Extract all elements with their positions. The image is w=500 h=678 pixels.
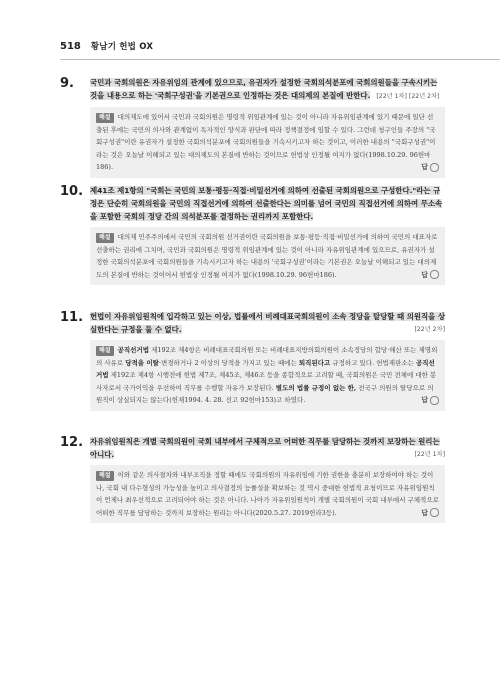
question-number: 9.: [60, 76, 74, 91]
explanation-label: 해설: [96, 113, 114, 123]
question-10: [60, 184, 445, 285]
question-text: 자유위임원칙은 개별 국회의원이 국회 내부에서 구체적으로 어떠한 직무를 담당하는 것까지 보장하는 원리는 아니다. [22년 1차]: [90, 437, 445, 459]
explanation-label: 해설: [96, 233, 114, 243]
citation: (1998.10.29. 96헌마186).: [96, 150, 431, 172]
explanation-text: 대의제 민주주의에서 국민의 국회의원 선거권이란 국회의원을 보통·평등·직접·비밀선거에 의하여 국민의 대표자로 선출하는 권리에 그치며, 국민과 국회의원은 명령적 위임관계에 있는 것이 아니라 자유위임관계에 있으므로, 유권자가 설정한 국회의석분포에 국회의원들을 기속시키고자 하는 내용의 '국회구성권'이라는 기본권은 오늘날 이해되고 있는 대의제도의 본질에 반하는 것이어서 헌법상 인정될 여지가 없다: [96, 233, 438, 279]
question-number: 10.: [60, 184, 84, 199]
answer-mark: 답: [421, 394, 439, 407]
explanation-box: [90, 227, 445, 285]
answer-mark: 답: [421, 161, 439, 174]
citation: (1998.10.29. 96헌마186).: [254, 270, 337, 279]
question-number: 11.: [60, 310, 84, 325]
page-number: 518: [60, 41, 81, 52]
o-circle-icon: [430, 163, 439, 172]
question-text: 국민과 국회의원은 자유위임의 관계에 있으므로, 유권자가 설정한 국회의석분포에 국회의원들을 구속시키는 것을 내용으로 하는 '국회구성권'을 기본권으로 인정하는 것은 대의제의 본질에 반한다. [22년 1차] [22년 2차]: [90, 78, 440, 100]
explanation-label: 해설: [96, 346, 114, 356]
header-divider: [60, 59, 500, 60]
explanation-text: 대의제도에 있어서 국민과 국회의원은 명령적 위임관계에 있는 것이 아니라 자유위임관계에 있기 때문에 일단 선출된 후에는 국민의 의사와 관계없이 독자적인 양식과 판단에 따라 정책결정에 임할 수 있다. 그런데 청구인들 주장의 "국회구성권"이란 유권자가 설정한 국회의석분포에 국회의원들을 기속시키고자 하는 것이고, 이러한 내용의 "국회구성권"이라는 것은 오늘날 이해되고 있는 대의제도의 본질에 반하는 것이므로 헌법상 인정될 여지가 없다: [96, 113, 436, 159]
question-12: [60, 435, 445, 523]
explanation-text: 이와 같은 의사절차와 내부조직을 정할 때에도 국회의원의 자유위임에 기한 권한을 충분히 보장하여야 하는 것이나, 국회 내 다수형성의 가능성을 높이고 의사결정의 능률성을 확보하는 것 역시 중대한 헌법적 요청이므로 자유위임원칙이 언제나 최우선적으로 고려되어야 하는 것은 아니다. 나아가 자유위임원칙이 개별 국회의원이 국회 내부에서 구체적으로 어떠한 직무를 담당하는 것까지 보장하는 원리는 아니다: [96, 471, 439, 517]
explanation-text: 공직선거법 제192조 제4항은 비례대표국회의원 또는 비례대표지방의회의원이 소속정당의 합당·해산 또는 제명외의 사유로 당적을 이탈·변경하거나 2 이상의 당적을 가지고 있는 때에는 퇴직된다고 규정하고 있다. 헌법재판소는 공직선거법 제192조 제4항 시행전에 헌법 제7조, 제45조, 제46조 등을 종합적으로 고려할 때, 국회의원은 국민 전체에 대한 봉사자로서 국가이익을 우선하여 직무를 수행할 자유가 보장된다. 별도의 법률 규정이 없는 한, 전국구 의원의 탈당으로 의원직이 상실되지는 않는다(헌재1994. 4. 28. 선고 92헌마153)고 하였다.: [96, 346, 438, 405]
explanation-box: [90, 340, 445, 411]
exam-tag: [22년 1차]: [414, 451, 445, 458]
x-circle-icon: [430, 396, 439, 405]
question-number: 12.: [60, 435, 84, 450]
exam-tag: [22년 1차] [22년 2차]: [376, 93, 440, 100]
question-11: [60, 310, 445, 411]
exam-tag: [22년 2차]: [414, 326, 445, 333]
explanation-label: 해설: [96, 471, 114, 481]
answer-mark: 답: [421, 507, 439, 520]
book-title: 황남기 헌법 OX: [90, 42, 154, 52]
page-header: [60, 40, 153, 54]
question-9: [60, 76, 445, 178]
question-text: 헌법이 자유위임원칙에 입각하고 있는 이상, 법률에서 비례대표국회의원이 소속 정당을 탈당할 때 의원직을 상실한다는 규정을 둘 수 없다. [22년 2차]: [90, 312, 445, 334]
question-text: 제41조 제1항의 "국회는 국민의 보통·평등·직접·비밀선거에 의하여 선출된 국회의원으로 구성한다."라는 규정은 단순히 국회의원을 국민의 직접선거에 의하여 선출한다는 의미를 넘어 국민의 직접선거에 의하여 무소속을 포함한 국회의 정당 간의 의석분포를 결정하는 권리까지 포함한다.: [90, 186, 443, 221]
citation: (2020.5.27. 2019헌라3등).: [252, 508, 337, 517]
x-circle-icon: [430, 270, 439, 279]
o-circle-icon: [430, 508, 439, 517]
answer-mark: 답: [421, 269, 439, 282]
explanation-box: [90, 465, 445, 523]
explanation-box: [90, 107, 445, 178]
